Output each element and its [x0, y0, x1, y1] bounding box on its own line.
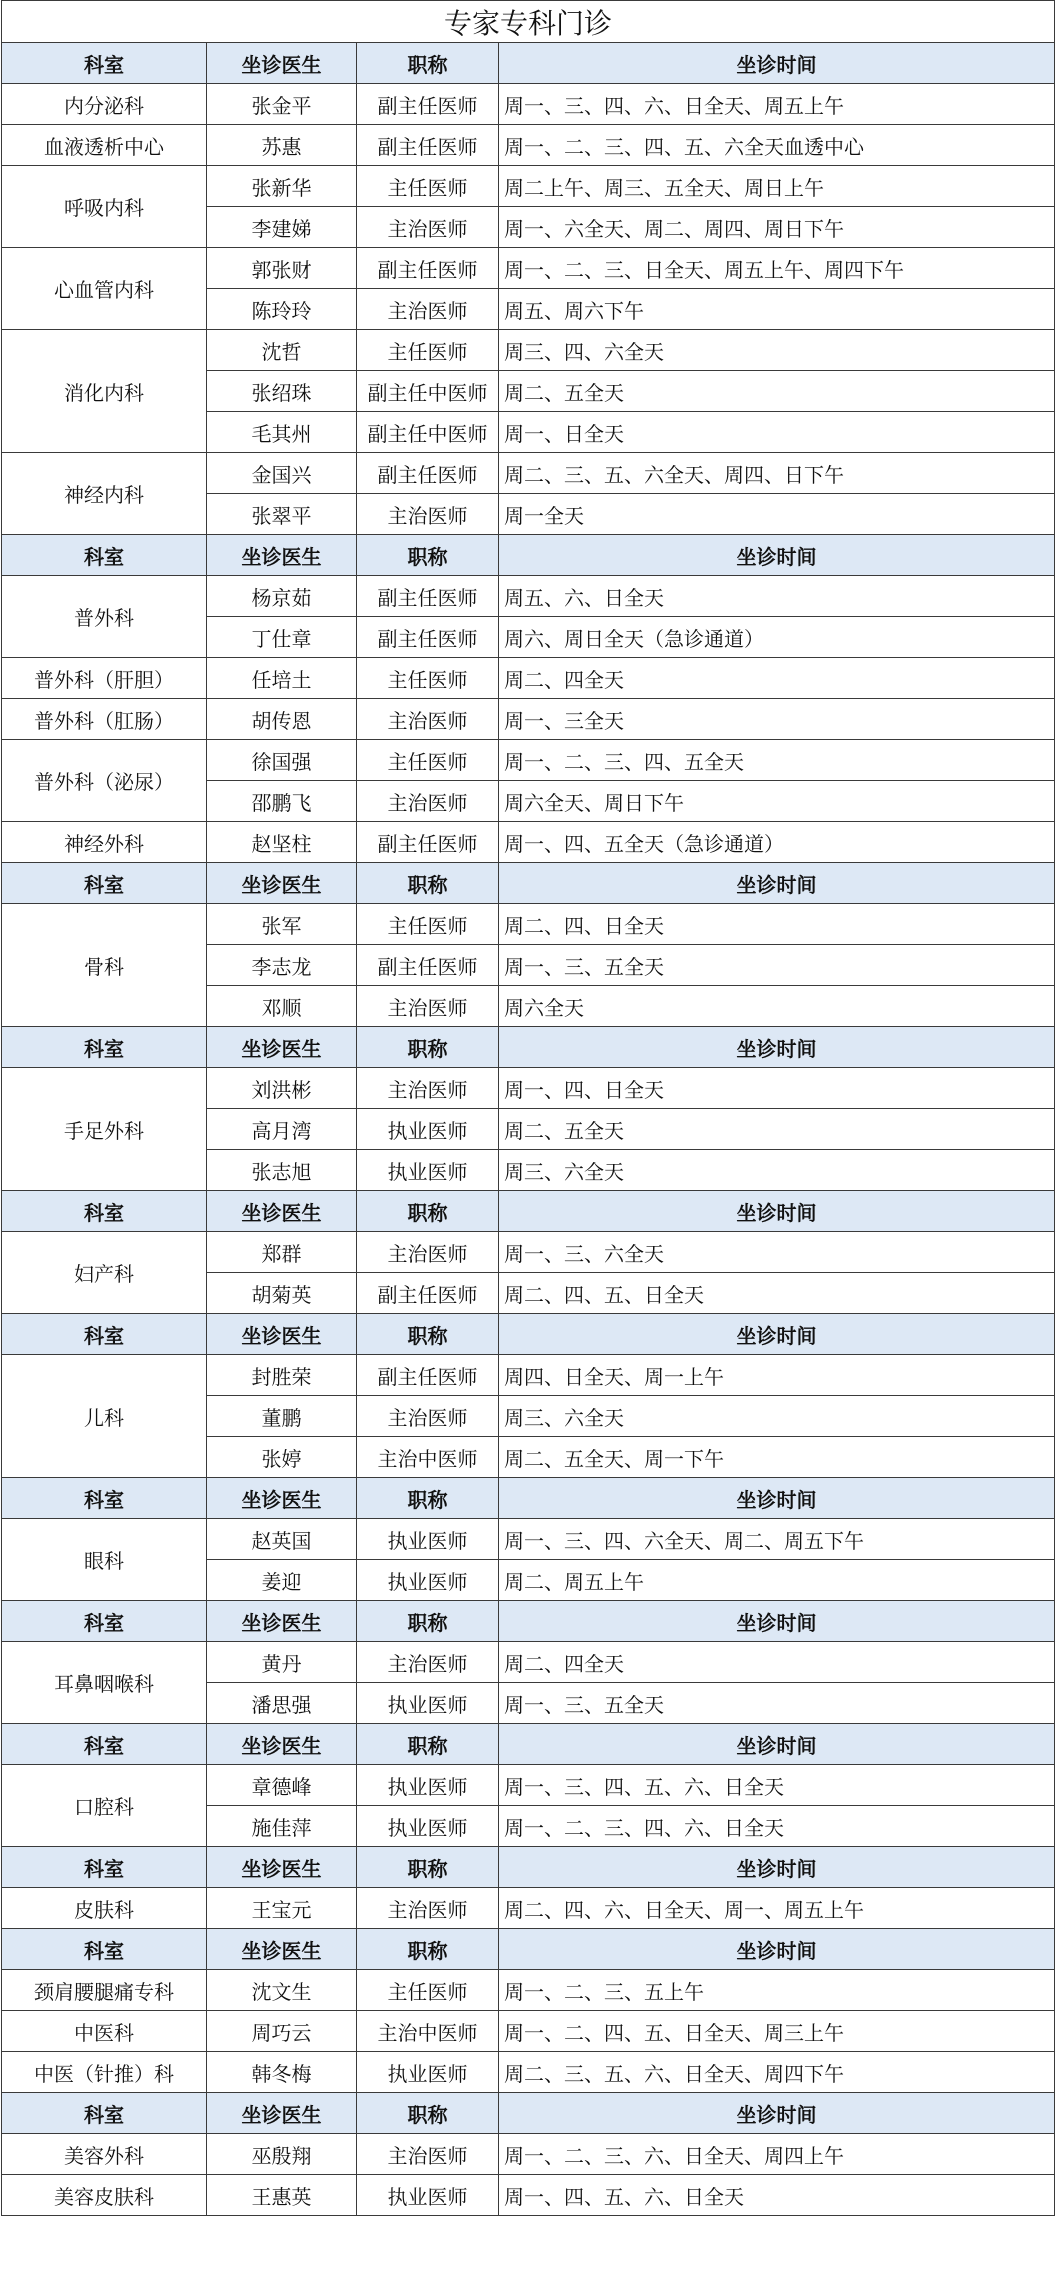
dept-cell: 手足外科: [2, 1068, 207, 1191]
time-cell: 周二、三、五、六全天、周四、日下午: [499, 453, 1055, 494]
col-header-time: 坐诊时间: [499, 1191, 1055, 1232]
col-header-rank: 职称: [357, 2093, 499, 2134]
rank-cell: 执业医师: [357, 1765, 499, 1806]
doctor-cell: 刘洪彬: [207, 1068, 357, 1109]
col-header-time: 坐诊时间: [499, 1724, 1055, 1765]
dept-cell: 口腔科: [2, 1765, 207, 1847]
doctor-cell: 丁仕章: [207, 617, 357, 658]
col-header-doctor: 坐诊医生: [207, 1191, 357, 1232]
time-cell: 周二、四、日全天: [499, 904, 1055, 945]
col-header-doctor: 坐诊医生: [207, 1929, 357, 1970]
doctor-cell: 施佳萍: [207, 1806, 357, 1847]
header-row: [2, 2093, 1055, 2134]
col-header-rank: 职称: [357, 1191, 499, 1232]
time-cell: 周二、四、五、日全天: [499, 1273, 1055, 1314]
col-header-rank: 职称: [357, 1478, 499, 1519]
rank-cell: 副主任中医师: [357, 371, 499, 412]
table-row: [2, 125, 1055, 166]
time-cell: 周二上午、周三、五全天、周日上午: [499, 166, 1055, 207]
col-header-doctor: 坐诊医生: [207, 1027, 357, 1068]
dept-cell: 妇产科: [2, 1232, 207, 1314]
col-header-doctor: 坐诊医生: [207, 1847, 357, 1888]
doctor-cell: 李建娣: [207, 207, 357, 248]
rank-cell: 副主任医师: [357, 453, 499, 494]
dept-cell: 血液透析中心: [2, 125, 207, 166]
time-cell: 周一、三、四、六全天、周二、周五下午: [499, 1519, 1055, 1560]
table-row: [2, 2011, 1055, 2052]
header-row: [2, 43, 1055, 84]
doctor-cell: 韩冬梅: [207, 2052, 357, 2093]
dept-cell: 中医科: [2, 2011, 207, 2052]
col-header-time: 坐诊时间: [499, 1027, 1055, 1068]
rank-cell: 执业医师: [357, 1806, 499, 1847]
rank-cell: 执业医师: [357, 1683, 499, 1724]
rank-cell: 主治医师: [357, 2134, 499, 2175]
doctor-cell: 张金平: [207, 84, 357, 125]
rank-cell: 执业医师: [357, 1150, 499, 1191]
col-header-time: 坐诊时间: [499, 1478, 1055, 1519]
rank-cell: 主任医师: [357, 740, 499, 781]
col-header-rank: 职称: [357, 535, 499, 576]
doctor-cell: 胡菊英: [207, 1273, 357, 1314]
table-row: [2, 699, 1055, 740]
table-row: [2, 84, 1055, 125]
page-title: 专家专科门诊: [2, 1, 1055, 43]
rank-cell: 主治医师: [357, 986, 499, 1027]
time-cell: 周一、二、四、五、日全天、周三上午: [499, 2011, 1055, 2052]
doctor-cell: 胡传恩: [207, 699, 357, 740]
table-row: [2, 2134, 1055, 2175]
dept-cell: 普外科（肝胆）: [2, 658, 207, 699]
rank-cell: 主治医师: [357, 289, 499, 330]
rank-cell: 主治医师: [357, 1642, 499, 1683]
rank-cell: 执业医师: [357, 1519, 499, 1560]
header-row: [2, 1724, 1055, 1765]
dept-cell: 颈肩腰腿痛专科: [2, 1970, 207, 2011]
rank-cell: 主任医师: [357, 330, 499, 371]
rank-cell: 主任医师: [357, 658, 499, 699]
col-header-rank: 职称: [357, 1601, 499, 1642]
time-cell: 周五、六、日全天: [499, 576, 1055, 617]
doctor-cell: 杨京茹: [207, 576, 357, 617]
table-row: [2, 1232, 1055, 1273]
time-cell: 周五、周六下午: [499, 289, 1055, 330]
doctor-cell: 赵英国: [207, 1519, 357, 1560]
time-cell: 周二、四、六、日全天、周一、周五上午: [499, 1888, 1055, 1929]
col-header-dept: 科室: [2, 1478, 207, 1519]
doctor-cell: 陈玲玲: [207, 289, 357, 330]
table-row: [2, 453, 1055, 494]
schedule-table: [1, 0, 1055, 2216]
dept-cell: 普外科（泌尿）: [2, 740, 207, 822]
rank-cell: 副主任医师: [357, 617, 499, 658]
doctor-cell: 姜迎: [207, 1560, 357, 1601]
time-cell: 周一、二、三、六、日全天、周四上午: [499, 2134, 1055, 2175]
doctor-cell: 毛其州: [207, 412, 357, 453]
col-header-doctor: 坐诊医生: [207, 863, 357, 904]
rank-cell: 执业医师: [357, 1560, 499, 1601]
header-row: [2, 1478, 1055, 1519]
col-header-dept: 科室: [2, 1724, 207, 1765]
rank-cell: 主治医师: [357, 207, 499, 248]
table-row: [2, 740, 1055, 781]
rank-cell: 执业医师: [357, 2052, 499, 2093]
doctor-cell: 章德峰: [207, 1765, 357, 1806]
col-header-dept: 科室: [2, 1027, 207, 1068]
col-header-doctor: 坐诊医生: [207, 1314, 357, 1355]
col-header-dept: 科室: [2, 535, 207, 576]
table-row: [2, 1970, 1055, 2011]
time-cell: 周一、四、五全天（急诊通道）: [499, 822, 1055, 863]
header-row: [2, 535, 1055, 576]
rank-cell: 副主任医师: [357, 125, 499, 166]
dept-cell: 普外科: [2, 576, 207, 658]
time-cell: 周一、三全天: [499, 699, 1055, 740]
rank-cell: 主治医师: [357, 494, 499, 535]
time-cell: 周一、二、三、四、五、六全天血透中心: [499, 125, 1055, 166]
header-row: [2, 1601, 1055, 1642]
time-cell: 周一、四、日全天: [499, 1068, 1055, 1109]
doctor-cell: 王惠英: [207, 2175, 357, 2216]
doctor-cell: 金国兴: [207, 453, 357, 494]
dept-cell: 心血管内科: [2, 248, 207, 330]
col-header-doctor: 坐诊医生: [207, 1601, 357, 1642]
doctor-cell: 张志旭: [207, 1150, 357, 1191]
time-cell: 周一、日全天: [499, 412, 1055, 453]
dept-cell: 内分泌科: [2, 84, 207, 125]
time-cell: 周六、周日全天（急诊通道）: [499, 617, 1055, 658]
time-cell: 周一、二、三、日全天、周五上午、周四下午: [499, 248, 1055, 289]
time-cell: 周六全天、周日下午: [499, 781, 1055, 822]
col-header-dept: 科室: [2, 863, 207, 904]
time-cell: 周二、三、五、六、日全天、周四下午: [499, 2052, 1055, 2093]
col-header-time: 坐诊时间: [499, 863, 1055, 904]
time-cell: 周二、五全天: [499, 371, 1055, 412]
doctor-cell: 张翠平: [207, 494, 357, 535]
rank-cell: 主治医师: [357, 1888, 499, 1929]
col-header-dept: 科室: [2, 2093, 207, 2134]
col-header-time: 坐诊时间: [499, 1929, 1055, 1970]
col-header-dept: 科室: [2, 1929, 207, 1970]
table-row: [2, 1888, 1055, 1929]
col-header-doctor: 坐诊医生: [207, 535, 357, 576]
dept-cell: 美容皮肤科: [2, 2175, 207, 2216]
rank-cell: 主任医师: [357, 1970, 499, 2011]
time-cell: 周四、日全天、周一上午: [499, 1355, 1055, 1396]
table-row: [2, 658, 1055, 699]
doctor-cell: 李志龙: [207, 945, 357, 986]
rank-cell: 副主任医师: [357, 248, 499, 289]
table-row: [2, 2175, 1055, 2216]
time-cell: 周一、三、五全天: [499, 945, 1055, 986]
time-cell: 周一、二、三、四、五全天: [499, 740, 1055, 781]
col-header-rank: 职称: [357, 863, 499, 904]
doctor-cell: 巫殷翔: [207, 2134, 357, 2175]
table-row: [2, 904, 1055, 945]
doctor-cell: 张新华: [207, 166, 357, 207]
dept-cell: 中医（针推）科: [2, 2052, 207, 2093]
time-cell: 周一、四、五、六、日全天: [499, 2175, 1055, 2216]
table-row: [2, 1068, 1055, 1109]
doctor-cell: 张婷: [207, 1437, 357, 1478]
col-header-time: 坐诊时间: [499, 535, 1055, 576]
table-row: [2, 2052, 1055, 2093]
rank-cell: 副主任医师: [357, 576, 499, 617]
col-header-dept: 科室: [2, 1314, 207, 1355]
dept-cell: 皮肤科: [2, 1888, 207, 1929]
doctor-cell: 张军: [207, 904, 357, 945]
col-header-doctor: 坐诊医生: [207, 43, 357, 84]
rank-cell: 主任医师: [357, 904, 499, 945]
rank-cell: 副主任医师: [357, 1355, 499, 1396]
table-row: [2, 248, 1055, 289]
col-header-doctor: 坐诊医生: [207, 1478, 357, 1519]
header-row: [2, 1191, 1055, 1232]
col-header-rank: 职称: [357, 1314, 499, 1355]
rank-cell: 副主任中医师: [357, 412, 499, 453]
col-header-dept: 科室: [2, 1191, 207, 1232]
rank-cell: 主治中医师: [357, 1437, 499, 1478]
header-row: [2, 1027, 1055, 1068]
time-cell: 周一、三、六全天: [499, 1232, 1055, 1273]
table-row: [2, 576, 1055, 617]
col-header-dept: 科室: [2, 1601, 207, 1642]
dept-cell: 眼科: [2, 1519, 207, 1601]
rank-cell: 主任医师: [357, 166, 499, 207]
dept-cell: 消化内科: [2, 330, 207, 453]
time-cell: 周二、四全天: [499, 658, 1055, 699]
time-cell: 周一、六全天、周二、周四、周日下午: [499, 207, 1055, 248]
rank-cell: 执业医师: [357, 2175, 499, 2216]
col-header-time: 坐诊时间: [499, 1847, 1055, 1888]
dept-cell: 神经外科: [2, 822, 207, 863]
doctor-cell: 邓顺: [207, 986, 357, 1027]
rank-cell: 主治医师: [357, 1068, 499, 1109]
rank-cell: 副主任医师: [357, 945, 499, 986]
time-cell: 周二、五全天、周一下午: [499, 1437, 1055, 1478]
table-row: [2, 1642, 1055, 1683]
time-cell: 周二、五全天: [499, 1109, 1055, 1150]
time-cell: 周一全天: [499, 494, 1055, 535]
col-header-time: 坐诊时间: [499, 1601, 1055, 1642]
doctor-cell: 徐国强: [207, 740, 357, 781]
doctor-cell: 董鹏: [207, 1396, 357, 1437]
dept-cell: 耳鼻咽喉科: [2, 1642, 207, 1724]
doctor-cell: 张绍珠: [207, 371, 357, 412]
doctor-cell: 郑群: [207, 1232, 357, 1273]
col-header-rank: 职称: [357, 1027, 499, 1068]
dept-cell: 神经内科: [2, 453, 207, 535]
col-header-doctor: 坐诊医生: [207, 1724, 357, 1765]
doctor-cell: 任培土: [207, 658, 357, 699]
rank-cell: 主治医师: [357, 781, 499, 822]
doctor-cell: 黄丹: [207, 1642, 357, 1683]
doctor-cell: 沈哲: [207, 330, 357, 371]
time-cell: 周一、三、四、五、六、日全天: [499, 1765, 1055, 1806]
doctor-cell: 邵鹏飞: [207, 781, 357, 822]
dept-cell: 儿科: [2, 1355, 207, 1478]
col-header-rank: 职称: [357, 1929, 499, 1970]
rank-cell: 副主任医师: [357, 84, 499, 125]
doctor-cell: 苏惠: [207, 125, 357, 166]
col-header-dept: 科室: [2, 1847, 207, 1888]
rank-cell: 主治医师: [357, 699, 499, 740]
time-cell: 周三、六全天: [499, 1150, 1055, 1191]
doctor-cell: 赵坚柱: [207, 822, 357, 863]
time-cell: 周三、六全天: [499, 1396, 1055, 1437]
table-row: [2, 1519, 1055, 1560]
table-row: [2, 330, 1055, 371]
doctor-cell: 郭张财: [207, 248, 357, 289]
table-row: [2, 822, 1055, 863]
time-cell: 周六全天: [499, 986, 1055, 1027]
table-row: [2, 1765, 1055, 1806]
table-row: [2, 1355, 1055, 1396]
time-cell: 周一、二、三、四、六、日全天: [499, 1806, 1055, 1847]
doctor-cell: 沈文生: [207, 1970, 357, 2011]
doctor-cell: 高月湾: [207, 1109, 357, 1150]
doctor-cell: 潘思强: [207, 1683, 357, 1724]
rank-cell: 执业医师: [357, 1109, 499, 1150]
doctor-cell: 王宝元: [207, 1888, 357, 1929]
rank-cell: 主治医师: [357, 1396, 499, 1437]
rank-cell: 主治医师: [357, 1232, 499, 1273]
col-header-doctor: 坐诊医生: [207, 2093, 357, 2134]
col-header-time: 坐诊时间: [499, 43, 1055, 84]
dept-cell: 骨科: [2, 904, 207, 1027]
doctor-cell: 周巧云: [207, 2011, 357, 2052]
table-row: [2, 166, 1055, 207]
dept-cell: 普外科（肛肠）: [2, 699, 207, 740]
col-header-rank: 职称: [357, 43, 499, 84]
col-header-rank: 职称: [357, 1847, 499, 1888]
rank-cell: 主治中医师: [357, 2011, 499, 2052]
col-header-time: 坐诊时间: [499, 2093, 1055, 2134]
header-row: [2, 863, 1055, 904]
col-header-dept: 科室: [2, 43, 207, 84]
header-row: [2, 1847, 1055, 1888]
time-cell: 周二、四全天: [499, 1642, 1055, 1683]
schedule-body: [2, 1, 1055, 2216]
dept-cell: 美容外科: [2, 2134, 207, 2175]
time-cell: 周一、三、五全天: [499, 1683, 1055, 1724]
time-cell: 周二、周五上午: [499, 1560, 1055, 1601]
col-header-rank: 职称: [357, 1724, 499, 1765]
rank-cell: 副主任医师: [357, 822, 499, 863]
dept-cell: 呼吸内科: [2, 166, 207, 248]
time-cell: 周三、四、六全天: [499, 330, 1055, 371]
rank-cell: 副主任医师: [357, 1273, 499, 1314]
time-cell: 周一、三、四、六、日全天、周五上午: [499, 84, 1055, 125]
title-row: [2, 1, 1055, 43]
header-row: [2, 1929, 1055, 1970]
time-cell: 周一、二、三、五上午: [499, 1970, 1055, 2011]
header-row: [2, 1314, 1055, 1355]
col-header-time: 坐诊时间: [499, 1314, 1055, 1355]
doctor-cell: 封胜荣: [207, 1355, 357, 1396]
